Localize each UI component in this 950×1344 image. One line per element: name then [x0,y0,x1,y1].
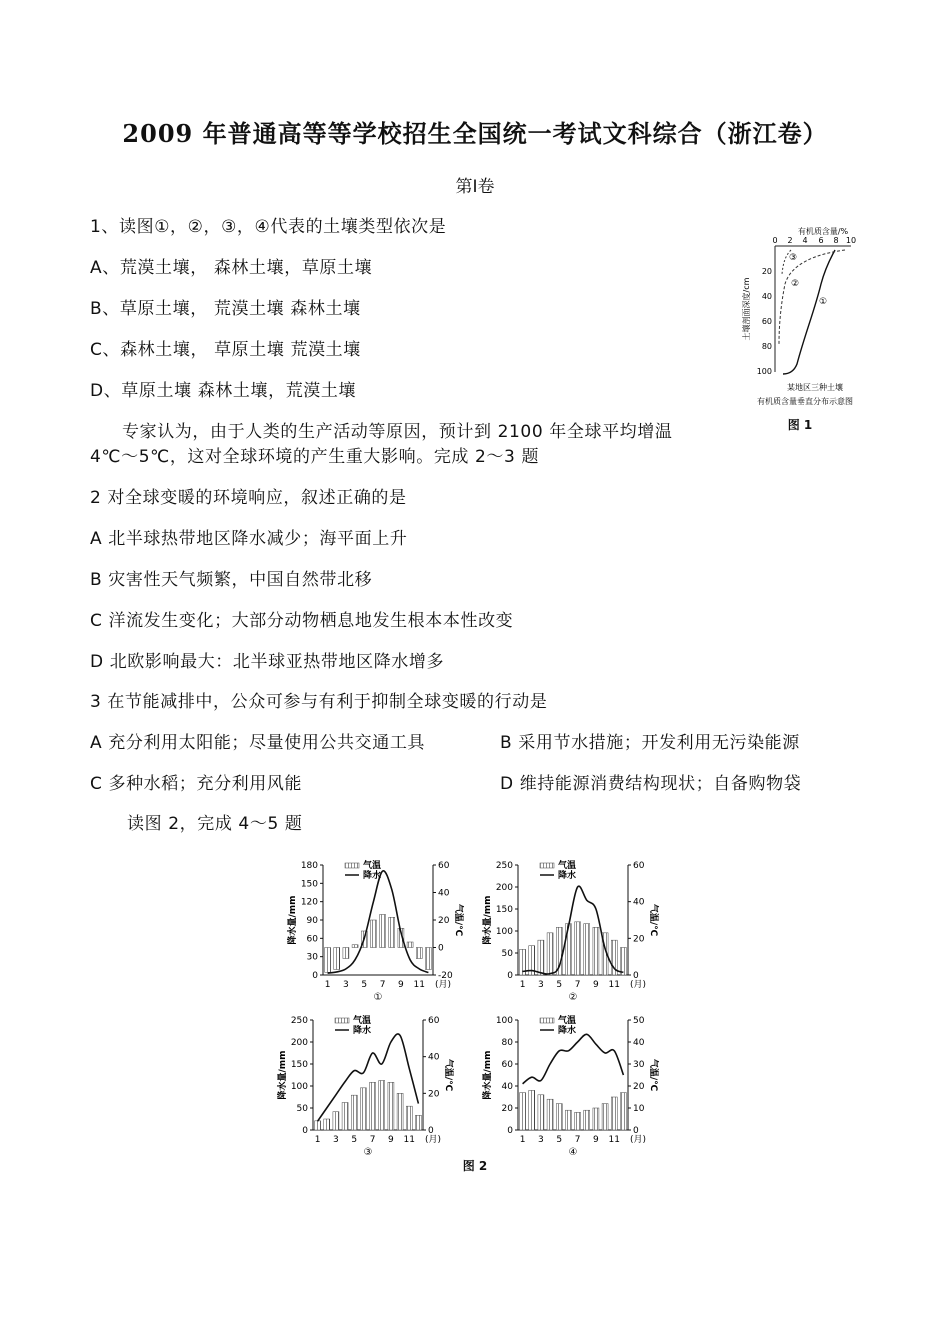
month-tick-label: 7 [574,1135,581,1145]
month-tick-label: 11 [403,1135,415,1145]
left-tick-label: 250 [495,861,513,871]
chart-id-label: ④ [568,1147,578,1158]
right-tick-label: 10 [633,1104,645,1114]
legend-temp-label: 气温 [353,1016,372,1026]
chart-id-label: ② [568,992,578,1003]
temperature-bar [565,924,571,975]
left-tick-label: 200 [495,883,513,893]
month-tick-label: 5 [351,1135,358,1145]
temperature-bar [611,1097,617,1130]
precipitation-line [523,1034,624,1084]
temperature-bar [342,1103,348,1131]
question-3-option-b: B 采用节水措施；开发利用无污染能源 [500,733,800,753]
right-axis-label: 气温/℃ [443,1058,453,1092]
temperature-bar [416,948,422,959]
month-tick-label: 1 [324,980,331,990]
question-3-option-d: D 维持能源消费结构现状；自备购物袋 [500,774,802,794]
temperature-bar [389,917,395,947]
temperature-bar [334,948,340,970]
left-tick-label: 180 [300,861,318,871]
left-tick-label: 30 [306,952,318,963]
month-tick-label: 7 [379,980,386,990]
temperature-bar [407,942,413,948]
month-unit: (月) [435,980,452,990]
fig1-y-label: 土壤剖面深度/cm [742,277,751,341]
right-axis-label: 气温/℃ [648,1058,658,1092]
temperature-bar [397,1093,403,1130]
temperature-bar [379,1081,385,1131]
fig1-x-tick: 0 [772,236,778,245]
right-tick-label: 40 [428,1052,440,1063]
chart-id-label: ① [373,992,383,1003]
question-2-option-c: C 洋流发生变化；大部分动物栖息地发生根本本性改变 [90,611,514,631]
month-tick-label: 7 [369,1135,376,1145]
temperature-bar [556,1104,562,1130]
temperature-bar [315,1121,321,1130]
right-axis-label: 气温/℃ [453,903,463,937]
right-tick-label: 60 [428,1016,440,1026]
temperature-bar [380,915,386,948]
page-title: 2009 年普通高等等学校招生全国统一考试文科综合（浙江卷） [122,119,828,148]
left-tick-label: 100 [290,1082,308,1092]
right-tick-label: 20 [438,916,450,926]
climate-chart-3 [275,1010,453,1160]
right-tick-label: 30 [633,1060,645,1070]
section-title: 第Ⅰ卷 [455,177,495,197]
month-unit: (月) [630,1135,647,1145]
month-tick-label: 11 [608,1135,620,1145]
fig1-caption-line1: 某地区三种土壤 [787,383,843,392]
temperature-bar [333,1112,339,1130]
fig1-x-tick: 10 [845,236,857,245]
legend-temp-label: 气温 [558,1016,577,1026]
fig1-curve-1 [783,250,835,374]
fig1-x-tick: 6 [818,236,824,245]
legend-temp-swatch [540,1018,554,1023]
month-tick-label: 9 [398,980,404,990]
left-tick-label: 250 [290,1016,308,1026]
fig1-y-tick: 100 [756,367,772,376]
left-tick-label: 60 [501,1060,513,1070]
right-tick-label: 0 [633,971,639,981]
month-tick-label: 3 [538,980,544,990]
temperature-bar [370,920,376,948]
right-tick-label: 40 [633,897,645,908]
right-tick-label: 20 [633,1082,645,1092]
read-figure-2-instruction: 读图 2，完成 4～5 题 [127,814,303,834]
left-tick-label: 150 [495,905,513,915]
question-2-option-b: B 灾害性天气频繁，中国自然带北移 [90,570,373,590]
fig1-y-ticks [757,267,772,376]
left-tick-label: 90 [306,916,318,926]
right-tick-label: 40 [438,888,450,899]
temperature-bar [325,948,331,973]
fig1-y-tick: 40 [761,292,772,301]
fig1-curve-label: ③ [789,253,798,263]
temperature-bar [415,1115,421,1130]
left-tick-label: 150 [290,1060,308,1070]
question-3-stem: 3 在节能减排中，公众可参与有利于抑制全球变暖的行动是 [90,692,548,712]
fig1-curve-label: ① [819,297,828,307]
temperature-bar [602,1104,608,1130]
month-tick-label: 3 [343,980,349,990]
month-tick-label: 1 [519,1135,526,1145]
fig1-y-tick: 60 [761,317,772,326]
left-tick-label: 100 [495,1016,513,1026]
right-tick-label: 60 [438,861,450,871]
fig1-top-label: 有机质含量/% [797,227,849,236]
left-tick-label: 150 [300,879,318,890]
month-tick-label: 3 [333,1135,339,1145]
fig1-x-tick: 4 [802,236,808,245]
right-tick-label: 60 [633,861,645,871]
question-2-option-d: D 北欧影响最大：北半球亚热带地区降水增多 [90,652,445,672]
right-tick-label: 20 [428,1089,440,1100]
month-tick-label: 9 [593,1135,599,1145]
climate-chart-4 [480,1010,658,1160]
left-tick-label: 0 [507,971,513,981]
right-tick-label: 0 [428,1126,434,1136]
climate-chart-1 [285,855,463,1005]
fig1-x-tick: 2 [787,236,793,245]
temperature-bar [565,1110,571,1130]
temperature-bar [547,933,553,975]
legend-temp-label: 气温 [363,861,382,871]
month-tick-label: 1 [519,980,526,990]
month-unit: (月) [630,980,647,990]
right-tick-label: 40 [633,1038,645,1048]
legend-temp-swatch [335,1018,349,1023]
right-tick-label: 50 [633,1016,645,1026]
legend-precip-label: 降水 [353,1026,372,1036]
fig1-curve-label: ② [791,279,800,289]
left-tick-label: 120 [300,897,318,908]
temperature-bar [324,1119,330,1130]
intro-line-1: 专家认为，由于人类的生产活动等原因，预计到 2100 年全球平均增温 [122,422,673,442]
fig2-label: 图 2 [462,1159,488,1173]
left-axis-label: 降水量/mm [278,1050,288,1100]
fig1-y-tick: 20 [761,267,772,276]
left-tick-label: 20 [501,1104,513,1114]
intro-line-2: 4℃～5℃，这对全球环境的产生重大影响。完成 2～3 题 [90,447,540,467]
question-3-option-a: A 充分利用太阳能；尽量使用公共交通工具 [90,733,426,753]
fig1-curve-2 [779,250,845,344]
month-tick-label: 5 [556,980,563,990]
temperature-bar [593,1108,599,1130]
temperature-bar [584,924,590,975]
temperature-bar [575,922,581,975]
left-tick-label: 0 [312,971,318,981]
temperature-bar [538,1095,544,1130]
question-1-option-a: A、荒漠土壤， 森林土壤，草原土壤 [90,258,373,278]
fig1-x-ticks [772,236,856,245]
temperature-bar [547,1099,553,1130]
temperature-bar [351,1095,357,1130]
temperature-bar [343,948,349,959]
right-axis-label: 气温/℃ [648,903,658,937]
right-tick-label: 0 [438,943,444,954]
left-tick-label: 80 [501,1038,513,1048]
left-tick-label: 0 [302,1126,308,1136]
left-axis-label: 降水量/mm [483,895,493,945]
legend-temp-swatch [345,863,359,868]
temperature-bar [520,1093,526,1130]
left-axis-label: 降水量/mm [288,895,298,945]
left-tick-label: 0 [507,1126,513,1136]
left-tick-label: 40 [501,1082,513,1092]
left-axis-label: 降水量/mm [483,1050,493,1100]
temperature-bar [425,948,431,970]
month-unit: (月) [425,1135,442,1145]
temperature-bar [575,1112,581,1130]
question-3-option-c: C 多种水稻；充分利用风能 [90,774,303,794]
legend-temp-swatch [540,863,554,868]
month-tick-label: 5 [361,980,368,990]
question-2-stem: 2 对全球变暖的环境响应，叙述正确的是 [90,488,407,508]
month-tick-label: 5 [556,1135,563,1145]
temperature-bar [538,940,544,975]
month-tick-label: 9 [593,980,599,990]
question-1-stem: 1、读图①，②，③，④代表的土壤类型依次是 [90,217,447,237]
climate-chart-2 [480,855,658,1005]
left-tick-label: 50 [296,1104,308,1114]
temperature-bar [370,1082,376,1130]
fig1-label: 图 1 [787,418,813,432]
month-tick-label: 3 [538,1135,544,1145]
left-tick-label: 60 [306,934,318,945]
right-tick-label: 20 [633,934,645,945]
right-tick-label: -20 [438,971,453,981]
month-tick-label: 7 [574,980,581,990]
question-1-option-d: D、草原土壤 森林土壤，荒漠土壤 [90,381,357,401]
temperature-bar [584,1110,590,1130]
month-tick-label: 1 [314,1135,321,1145]
chart-id-label: ③ [363,1147,373,1158]
temperature-bar [360,1088,366,1130]
temperature-bar [406,1106,412,1130]
temperature-bar [593,927,599,975]
temperature-bar [352,945,358,948]
figure-1-soil-profile [735,224,865,414]
temperature-bar [388,1082,394,1130]
fig1-y-tick: 80 [761,342,772,351]
legend-precip-label: 降水 [558,1026,577,1036]
left-tick-label: 100 [495,927,513,937]
temperature-bar [620,948,626,976]
left-tick-label: 200 [290,1038,308,1048]
fig1-caption-line2: 有机质含量垂直分布示意图 [757,397,853,406]
question-1-option-b: B、草原土壤， 荒漠土壤 森林土壤 [90,299,361,319]
temperature-bar [529,1090,535,1130]
temperature-bar [620,1093,626,1130]
legend-precip-label: 降水 [363,871,382,881]
left-tick-label: 50 [501,949,513,959]
fig1-x-tick: 8 [833,236,839,245]
question-1-option-c: C、森林土壤， 草原土壤 荒漠土壤 [90,340,361,360]
legend-precip-label: 降水 [558,871,577,881]
month-tick-label: 11 [413,980,425,990]
right-tick-label: 0 [633,1126,639,1136]
question-2-option-a: A 北半球热带地区降水减少；海平面上升 [90,529,408,549]
legend-temp-label: 气温 [558,861,577,871]
month-tick-label: 11 [608,980,620,990]
month-tick-label: 9 [388,1135,394,1145]
